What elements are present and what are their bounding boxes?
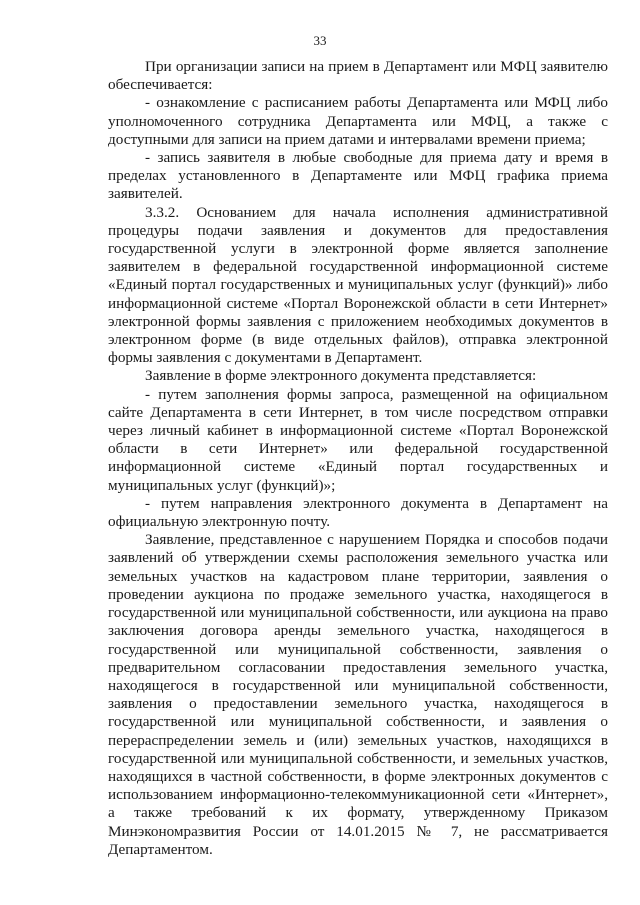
paragraph-section-3-3-2: 3.3.2. Основанием для начала исполнения административной процедуры подачи заявления и документов для предоставления государственной услуги в электронной форме является заполнение заявителем в федеральной государственной информационной системе «Единый портал государственных и муниципальных услуг (функций)» либо информационной системе «Портал Воронежской области в сети Интернет» электронной формы заявления с приложением необходимых документов в электронном форме (в виде отдельных файлов), отправка электронной формы заявления с документами в Департамент. [108,203,608,367]
list-item-request-form: - путем заполнения формы запроса, размещенной на официальном сайте Департамента в сети Интернет, в том числе посредством отправки через личный кабинет в информационной системе «Портал Воронежской области в сети Интернет» или федеральной государственной информационной системе «Единый портал государственных и муниципальных услуг (функций)»; [108,385,608,494]
paragraph-violation-notice: Заявление, представленное с нарушением Порядка и способов подачи заявлений об утверждении схемы расположения земельного участка или земельных участков на кадастровом плане территории, заявления о проведении аукциона по продаже земельного участка, находящегося в государственной или муниципальной собственности, или аукциона на право заключения договора аренды земельного участка, находящегося в государственной или муниципальной собственности, заявления о предварительном согласовании предоставления земельного участка, находящегося в государственной или муниципальной собственности, заявления о предоставлении земельного участка, находящегося в государственной или муниципальной собственности, и заявления о перераспределении земель и (или) земельных участков, находящихся в государственной или муниципальной собственности, и земельных участков, находящихся в частной собственности, в форме электронных документов с использованием информационно-телекоммуникационной сети «Интернет», а также требований к их формату, утвержденному Приказом Минэкономразвития России от 14.01.2015 № 7, не рассматривается Департаментом. [108,531,608,858]
list-item-appointment: - запись заявителя в любые свободные для приема дату и время в пределах установленного в Департаменте или МФЦ графика приема заявителей. [108,149,608,203]
list-item-schedule: - ознакомление с расписанием работы Департамента или МФЦ либо уполномоченного сотрудника Департамента или МФЦ, а также с доступными для записи на прием датами и интервалами времени приема; [108,94,608,148]
document-body [108,58,608,859]
list-item-email: - путем направления электронного документа в Департамент на официальную электронную почту. [108,494,608,531]
page-number: 33 [313,33,327,48]
paragraph-record-intro: При организации записи на прием в Департамент или МФЦ заявителю обеспечивается: [108,58,608,94]
paragraph-electronic-submission: Заявление в форме электронного документа представляется: [145,367,537,385]
